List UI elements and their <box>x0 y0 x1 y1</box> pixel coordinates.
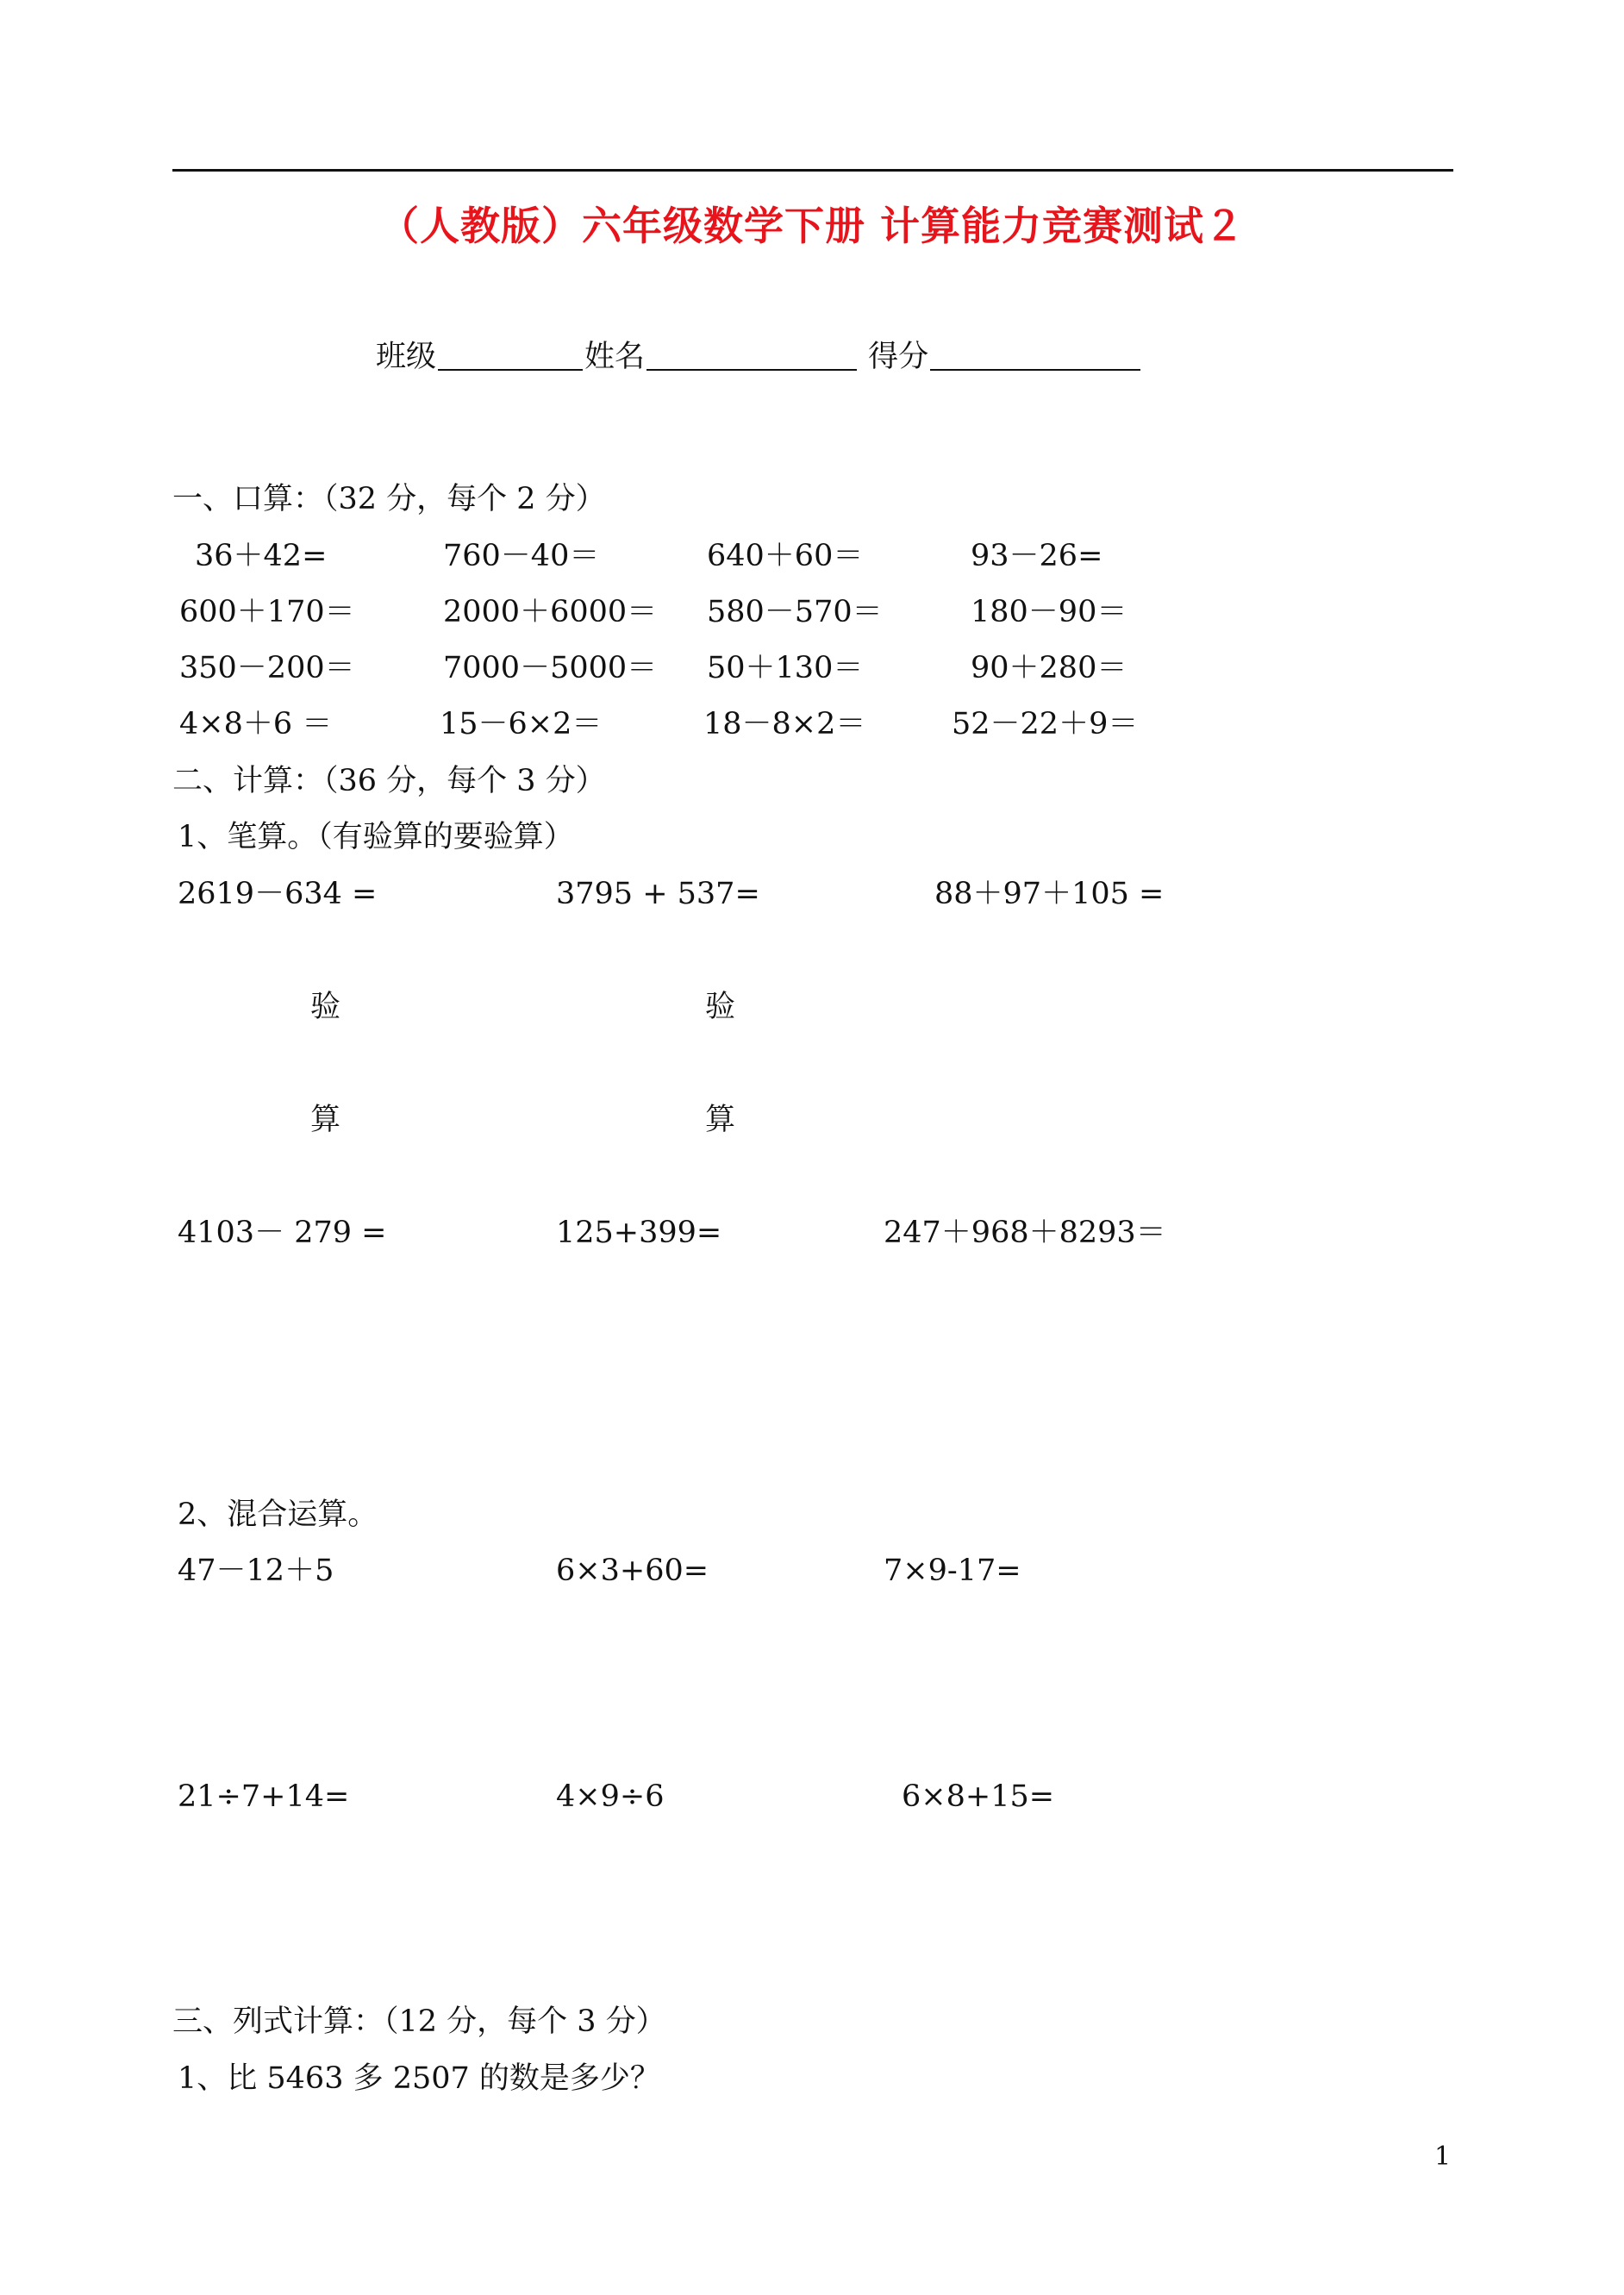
score-blank[interactable] <box>930 340 1140 371</box>
mixed-item: 7×9-17= <box>884 1554 1021 1588</box>
written-item: 125+399= <box>556 1216 722 1250</box>
mixed-ops-heading: 2、混合运算。 <box>178 1498 378 1532</box>
mixed-item: 21÷7+14= <box>178 1779 350 1814</box>
check-label-char: 算 <box>310 1103 341 1137</box>
name-label: 姓名 <box>584 340 646 374</box>
mixed-item: 47－12＋5 <box>178 1554 334 1588</box>
oral-item: 52－22＋9＝ <box>952 707 1139 741</box>
mixed-item: 4×9÷6 <box>556 1779 665 1814</box>
check-label-char: 验 <box>705 990 736 1024</box>
oral-item: 180－90＝ <box>971 595 1127 629</box>
oral-item: 580－570＝ <box>707 595 883 629</box>
mixed-item: 6×8+15= <box>902 1779 1055 1814</box>
score-label: 得分 <box>868 340 929 374</box>
oral-item: 4×8＋6 ＝ <box>179 707 333 741</box>
oral-item: 350－200＝ <box>179 651 355 685</box>
oral-item: 93－26= <box>971 539 1103 573</box>
written-item: 4103－ 279 = <box>178 1216 387 1250</box>
written-item: 2619－634 = <box>178 877 378 911</box>
word-problem-1: 1、比 5463 多 2507 的数是多少？ <box>178 2061 660 2096</box>
student-info-line <box>376 338 1142 376</box>
page-title: （人教版）六年级数学下册 计算能力竞赛测试２ <box>378 203 1245 249</box>
written-item: 3795 + 537= <box>556 877 760 911</box>
oral-item: 36＋42= <box>195 539 328 573</box>
section2-heading: 二、计算：（36 分，每个 3 分） <box>172 764 606 798</box>
name-blank[interactable] <box>646 340 857 371</box>
oral-item: 18－8×2＝ <box>703 707 866 741</box>
oral-item: 7000－5000＝ <box>443 651 658 685</box>
oral-item: 15－6×2＝ <box>440 707 603 741</box>
mixed-item: 6×3+60= <box>556 1554 709 1588</box>
oral-item: 50＋130＝ <box>707 651 864 685</box>
page-number: 1 <box>1434 2142 1452 2172</box>
header-rule <box>172 169 1453 172</box>
check-label-char: 算 <box>705 1103 736 1137</box>
oral-item: 600＋170＝ <box>179 595 355 629</box>
written-item: 247＋968＋8293＝ <box>884 1216 1166 1250</box>
written-item: 88＋97＋105 = <box>934 877 1165 911</box>
class-blank[interactable] <box>438 340 583 371</box>
written-calc-heading: 1、笔算。（有验算的要验算） <box>178 820 574 854</box>
section3-heading: 三、列式计算：（12 分，每个 3 分） <box>172 2004 666 2039</box>
oral-item: 2000＋6000＝ <box>443 595 658 629</box>
class-label: 班级 <box>376 340 437 374</box>
oral-item: 640＋60＝ <box>707 539 864 573</box>
oral-item: 760－40＝ <box>443 539 600 573</box>
check-label-char: 验 <box>310 990 341 1024</box>
section1-heading: 一、口算：（32 分，每个 2 分） <box>172 482 606 516</box>
oral-item: 90＋280＝ <box>971 651 1127 685</box>
